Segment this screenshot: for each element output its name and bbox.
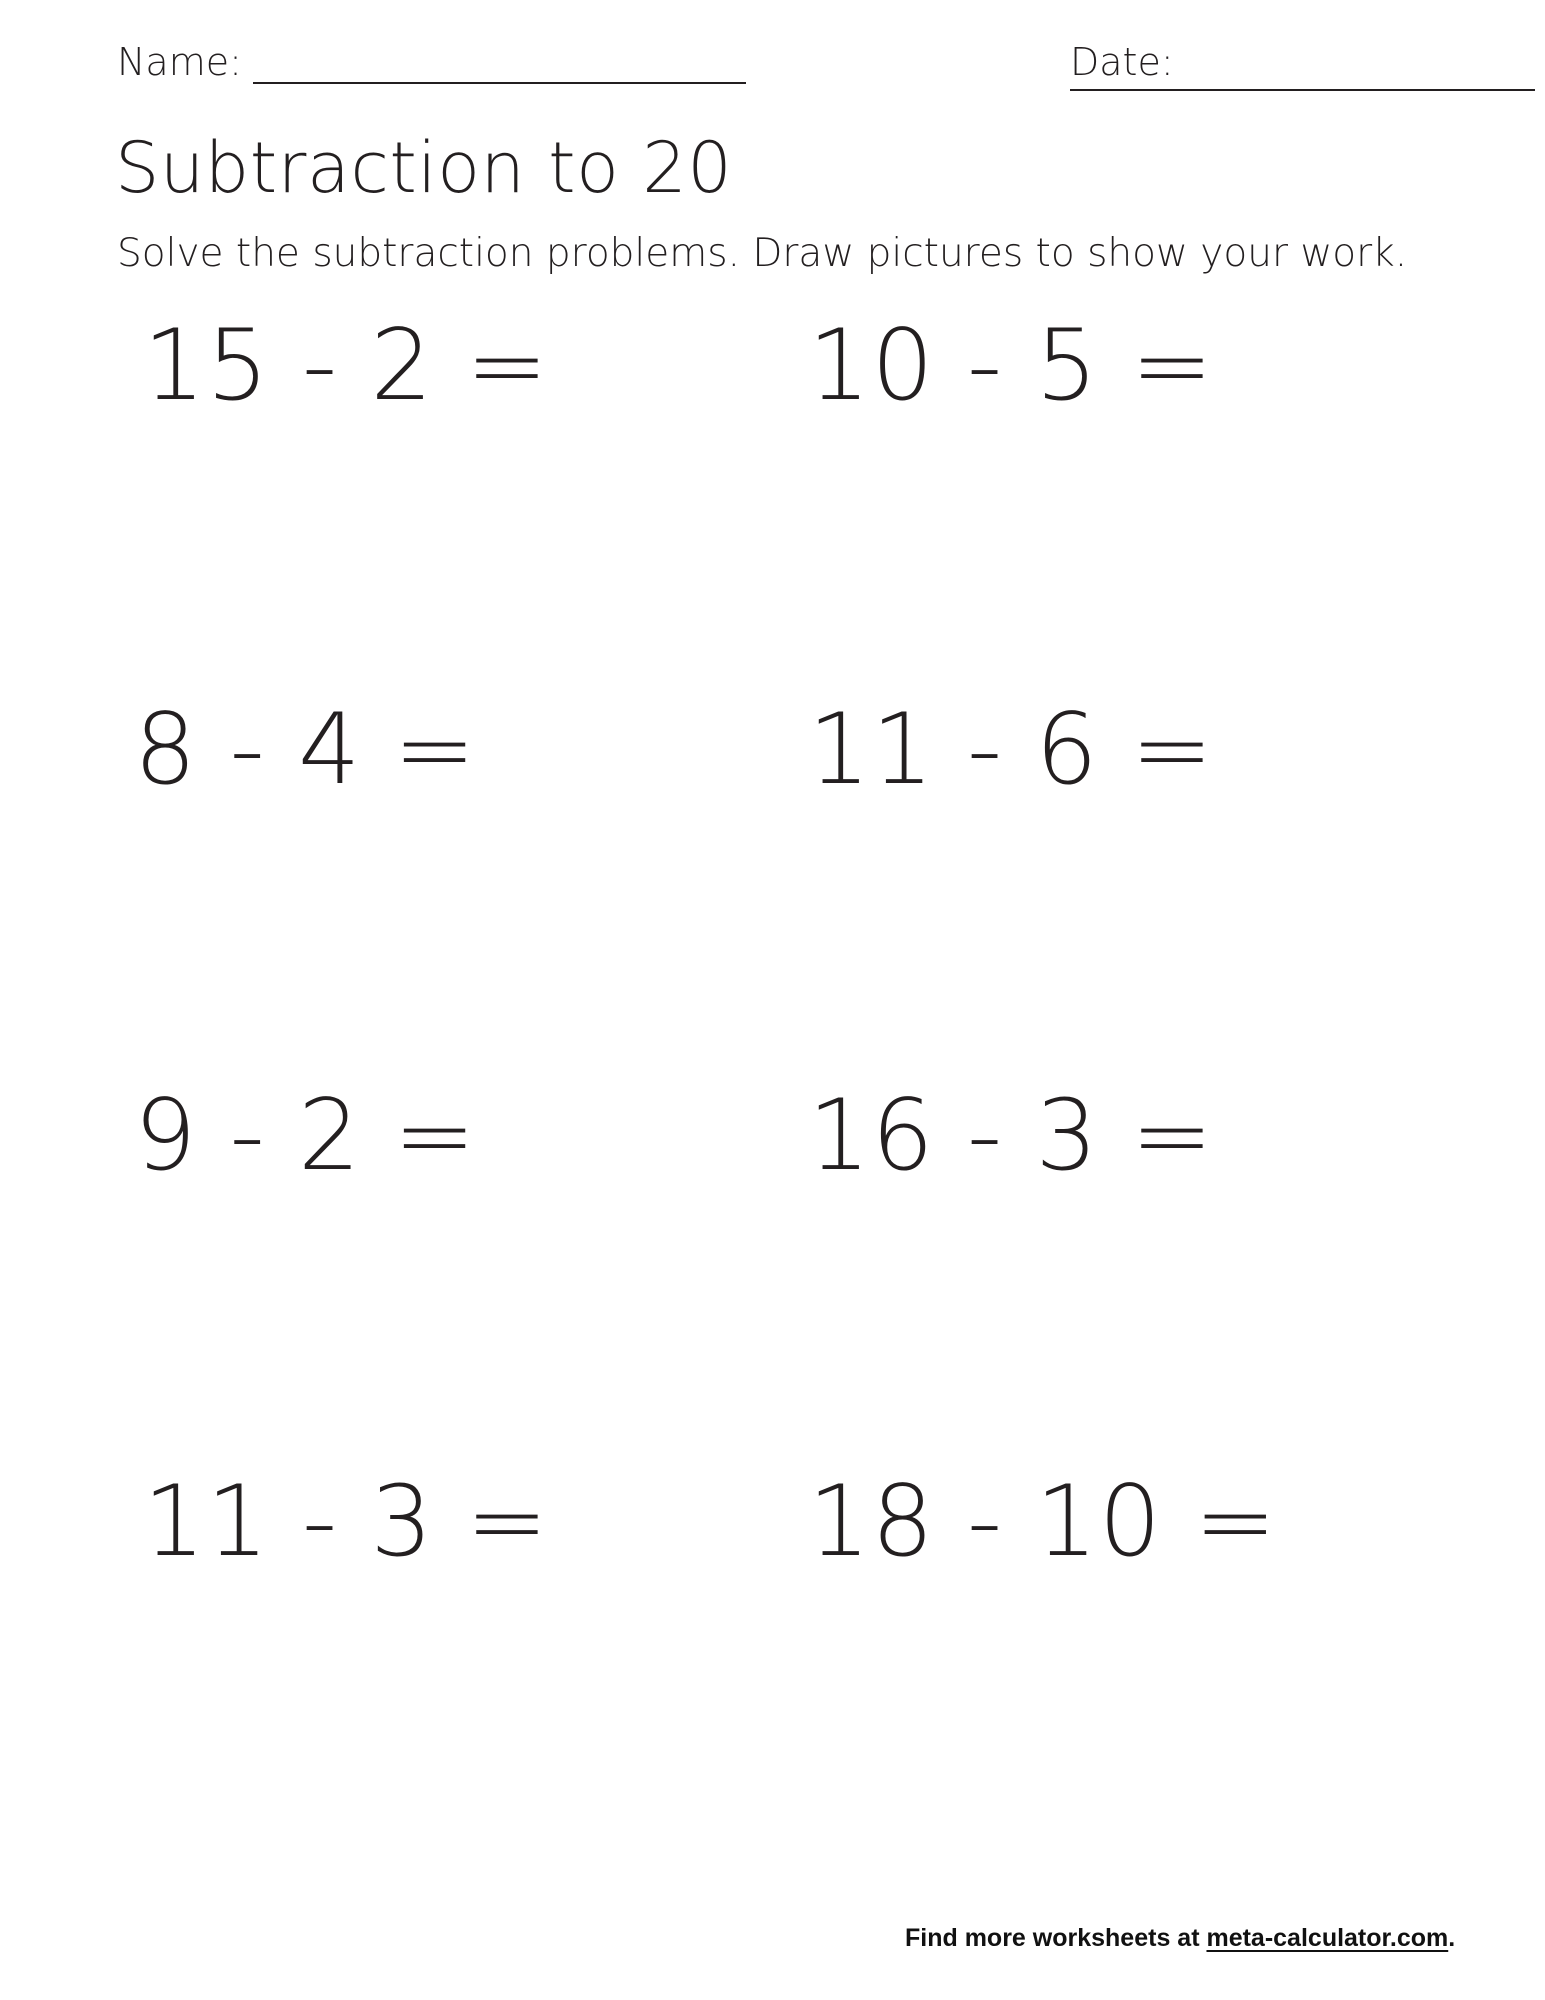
problem-3: 8 - 4 = [134,693,477,807]
date-label: Date: [1070,40,1174,84]
problem-7: 11 - 3 = [143,1465,549,1579]
footer-link[interactable]: meta-calculator.com [1206,1924,1449,1952]
date-line [1070,89,1535,91]
name-label: Name: [117,40,242,84]
problem-8: 18 - 10 = [808,1465,1278,1579]
problem-2: 10 - 5 = [808,309,1214,423]
problem-1: 15 - 2 = [143,309,549,423]
footer-suffix: . [1448,1924,1456,1952]
problem-6: 16 - 3 = [808,1079,1214,1193]
footer-prefix: Find more worksheets at [905,1924,1207,1952]
instructions: Solve the subtraction problems. Draw pictures to show your work. [117,231,1408,276]
footer [905,1922,1455,1954]
problem-4: 11 - 6 = [808,693,1214,807]
problem-5: 9 - 2 = [134,1079,477,1193]
name-line [253,82,746,84]
page-title: Subtraction to 20 [115,127,733,209]
